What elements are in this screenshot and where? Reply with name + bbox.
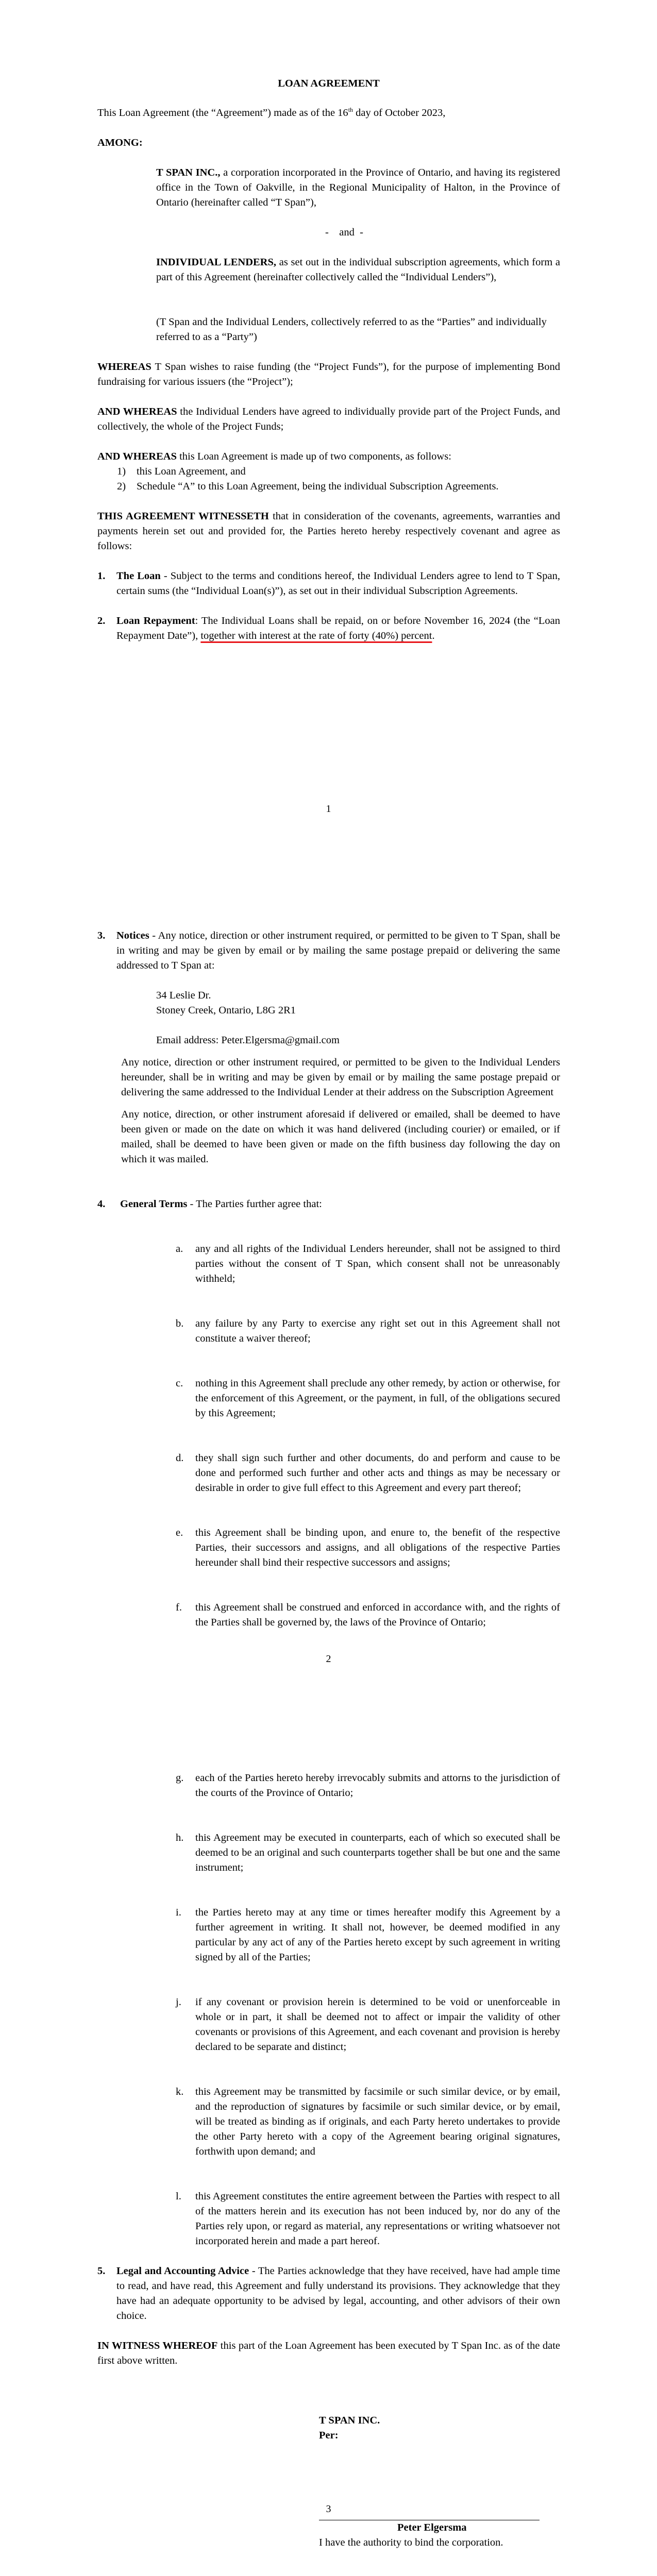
section-heading: Legal and Accounting Advice (116, 2265, 249, 2277)
page-number: 1 (326, 803, 331, 815)
party-t-span (156, 165, 560, 210)
company-name: T SPAN INC. (319, 2415, 380, 2426)
notice-email: Email address: Peter.Elgersma@gmail.com (156, 1035, 340, 1046)
component-text: this Loan Agreement, and (137, 466, 246, 477)
among-text: AMONG: (97, 137, 143, 148)
general-term-g (176, 1771, 560, 1801)
general-term-c (176, 1376, 560, 1421)
term-text: if any covenant or provision herein is determined to be void or unenforceable in whole or in part, it shall be deemed not to affect or impair the validity of other covenants or provisions of this Agreement, and each covenant and provision is hereby declared to be separate and distinct; (195, 1996, 560, 2053)
term-text: this Agreement shall be binding upon, and enure to, the benefit of the respective Parties, their successors and assigns, and all obligations of the respective Parties hereunder shall bind their respective successors and assigns; (195, 1527, 560, 1568)
interest-rate-highlight: together with interest at the rate of forty (40%) percent (200, 630, 432, 641)
signer-name: Peter Elgersma (397, 2522, 467, 2533)
section-heading: The Loan (116, 570, 161, 582)
general-term-i (176, 1905, 560, 1965)
page-3 (0, 1700, 657, 2550)
term-label: e. (176, 1527, 183, 1538)
intro-text: This Loan Agreement (the “Agreement”) made as of the 16 (97, 107, 348, 118)
whereas-2 (97, 404, 560, 434)
general-term-f (176, 1600, 560, 1630)
whereas-3-lead: AND WHEREAS (97, 451, 177, 462)
party2-name: INDIVIDUAL LENDERS, (156, 257, 276, 268)
term-text: this Agreement shall be construed and enforced in accordance with, and the rights of the Parties shall be governed by, the laws of the Province of Ontario; (195, 1602, 560, 1628)
whereas-1-lead: WHEREAS (97, 361, 151, 372)
section-number: 4. (97, 1198, 106, 1210)
term-text: any failure by any Party to exercise any right set out in this Agreement shall not constitute a waiver thereof; (195, 1318, 560, 1344)
section-text: - The Parties further agree that: (187, 1198, 322, 1210)
in-witness-paragraph (97, 2338, 560, 2368)
components-list (117, 464, 560, 494)
component-text: Schedule “A” to this Loan Agreement, being the individual Subscription Agreements. (137, 481, 499, 492)
term-label: b. (176, 1318, 184, 1329)
term-text: this Agreement constitutes the entire agreement between the Parties with respect to all of the matters herein and its execution has not been induced by, nor do any of the Parties rely upon, or regard as material, any representations or writing whatsoever not incorporated herein and made a part hereof. (195, 2191, 560, 2247)
witnesseth-paragraph (97, 509, 560, 554)
address-line-1: 34 Leslie Dr. (156, 990, 211, 1001)
parties-definition: (T Span and the Individual Lenders, collectively referred to as the “Parties” and individually referred to as a “Party”) (156, 316, 547, 343)
section-heading: Loan Repayment (116, 615, 195, 626)
document-title: LOAN AGREEMENT (278, 78, 380, 89)
general-term-b (176, 1316, 560, 1346)
term-text: nothing in this Agreement shall preclude any other remedy, by action or otherwise, for the enforcement of this Agreement, or the payment, in full, of the obligations secured by this Agreement; (195, 1378, 560, 1419)
term-text: the Parties hereto may at any time or times hereafter modify this Agreement by a further agreement in writing. It shall not, however, be deemed modified in any particular by any act of any of the Parties hereto except by such agreement in writing signed by all of the Parties; (195, 1907, 560, 1963)
witnesseth-text: that in consideration of the covenants, agreements, warranties and payments herein set out and provided for, the Parties hereto hereby respectively covenant and agree as follows: (97, 511, 560, 552)
among-label (97, 135, 560, 150)
party2-text: as set out in the individual subscription agreements, which form a part of this Agreement (hereinafter collectively called the “Individual Lenders”), (156, 257, 560, 283)
section-number: 1. (97, 570, 106, 582)
component-label: 2) (117, 481, 126, 492)
term-label: d. (176, 1452, 184, 1464)
section-text: - Subject to the terms and conditions hereof, the Individual Lenders agree to lend to T Span, certain sums (the “Individual Loan(s)”), as set out in their individual Subscription Agreements. (116, 570, 560, 597)
intro-paragraph (97, 106, 560, 121)
page-1 (0, 0, 657, 850)
term-label: g. (176, 1772, 184, 1784)
page-4 (0, 2550, 657, 2576)
general-term-l (176, 2189, 560, 2249)
term-text: each of the Parties hereto hereby irrevocably submits and attorns to the jurisdiction of the courts of the Province of Ontario; (195, 1772, 560, 1799)
intro-superscript: th (348, 106, 353, 114)
general-term-h (176, 1831, 560, 1875)
term-label: f. (176, 1602, 182, 1613)
section-text-end: . (432, 630, 435, 641)
page-2 (0, 850, 657, 1700)
signature-block (319, 2413, 560, 2550)
section-the-loan (97, 569, 560, 599)
signature-company (319, 2413, 560, 2428)
intro-text-end: day of October 2023, (353, 107, 446, 118)
whereas-2-text: the Individual Lenders have agreed to individually provide part of the Project Funds, and collectively, the whole of the Project Funds; (97, 406, 560, 432)
page-1-content (97, 76, 560, 643)
signer-authority: I have the authority to bind the corporation. (319, 2537, 503, 2548)
section-text: - Any notice, direction or other instrument required, or permitted to be given to T Span, shall be in writing and may be given by email or by mailing the same postage prepaid or delivering the same addressed to T Span at: (116, 930, 560, 971)
general-term-j (176, 1995, 560, 2055)
term-text: this Agreement may be transmitted by facsimile or such similar device, or by email, and the reproduction of signatures by facsimile or such similar device, or by email, will be treated as binding as if originals, and each Party hereto undertakes to provide the other Party hereto with a copy of the Agreement bearing original signatures, forthwith upon demand; and (195, 2086, 560, 2157)
whereas-3-text: this Loan Agreement is made up of two components, as follows: (176, 451, 451, 462)
section-number: 3. (97, 930, 106, 941)
and-separator: - and - (325, 227, 363, 238)
term-label: l. (176, 2191, 181, 2202)
page-2-content (97, 928, 560, 1630)
page-number: 2 (326, 1653, 331, 1665)
general-term-e (176, 1526, 560, 1570)
page-number: 3 (326, 2503, 331, 2515)
section-heading: General Terms (120, 1198, 188, 1210)
notice-deemed-paragraph: Any notice, direction, or other instrument aforesaid if delivered or emailed, shall be deemed to have been given or made on the date on which it was hand delivered (including courier) or emailed, or if mailed, shall be deemed to have been given or made on the fifth business day following the day on which it was mailed. (121, 1109, 560, 1165)
address-line-2: Stoney Creek, Ontario, L8G 2R1 (156, 1005, 296, 1016)
term-text: this Agreement may be executed in counterparts, each of which so executed shall be deemed to be an original and such counterparts together shall be but one and the same instrument; (195, 1832, 560, 1873)
whereas-1-text: T Span wishes to raise funding (the “Project Funds”), for the purpose of implementing Bond fundraising for various issuers (the “Project”); (97, 361, 560, 387)
general-term-a (176, 1242, 560, 1286)
general-term-k (176, 2084, 560, 2159)
section-heading: Notices (116, 930, 149, 941)
whereas-3 (97, 449, 560, 464)
witnesseth-lead: THIS AGREEMENT WITNESSETH (97, 511, 269, 522)
section-number: 2. (97, 615, 106, 626)
component-item (117, 464, 560, 479)
term-label: a. (176, 1243, 183, 1255)
term-label: k. (176, 2086, 184, 2097)
term-label: i. (176, 1907, 181, 1918)
component-label: 1) (117, 466, 126, 477)
party1-text: a corporation incorporated in the Province of Ontario, and having its registered office in the Town of Oakville, in the Regional Municipality of Halton, in the Province of Ontario (hereinafter called “T Span”), (156, 167, 560, 208)
page-3-content (97, 1771, 560, 2550)
whereas-1 (97, 360, 560, 389)
notice-lenders-paragraph: Any notice, direction or other instrument required, or permitted to be given to the Individual Lenders hereunder, shall be in writing and may be given by email or by mailing the same postage prepaid or delivering the same addressed to the Individual Lender at their address on the Subscription Agreement (121, 1057, 560, 1098)
per-label: Per: (319, 2430, 339, 2441)
section-number: 5. (97, 2265, 106, 2277)
general-term-d (176, 1451, 560, 1496)
term-label: c. (176, 1378, 183, 1389)
party1-name: T SPAN INC., (156, 167, 221, 178)
component-item (117, 479, 560, 494)
section-text: - The Parties acknowledge that they have received, have had ample time to read, and have read, this Agreement and fully understand its provisions. They acknowledge that they have had an adequate opportunity to be advised by legal, accounting, and other advisors of their own choice. (116, 2265, 560, 2321)
term-text: they shall sign such further and other documents, do and perform and cause to be done and performed such further and other acts and things as may be necessary or desirable in order to give full effect to this Agreement and every part thereof; (195, 1452, 560, 1494)
section-text: : The Individual Loans shall be repaid, on or before November 16, 2024 (the “Loan Repayment Date”), (116, 615, 560, 641)
section-loan-repayment (97, 614, 560, 643)
in-witness-lead: IN WITNESS WHEREOF (97, 2340, 218, 2351)
party-individual-lenders (156, 255, 560, 285)
signature-per (319, 2428, 560, 2443)
in-witness-text: this part of the Loan Agreement has been executed by T Span Inc. as of the date first above written. (97, 2340, 560, 2366)
term-label: j. (176, 1996, 181, 2008)
term-label: h. (176, 1832, 184, 1843)
whereas-2-lead: AND WHEREAS (97, 406, 177, 417)
term-text: any and all rights of the Individual Lenders hereunder, shall not be assigned to third parties without the consent of T Span, which consent shall not be unreasonably withheld; (195, 1243, 560, 1284)
section-notices (97, 928, 560, 973)
section-general-terms (97, 1197, 560, 1212)
section-legal-advice (97, 2264, 560, 2324)
